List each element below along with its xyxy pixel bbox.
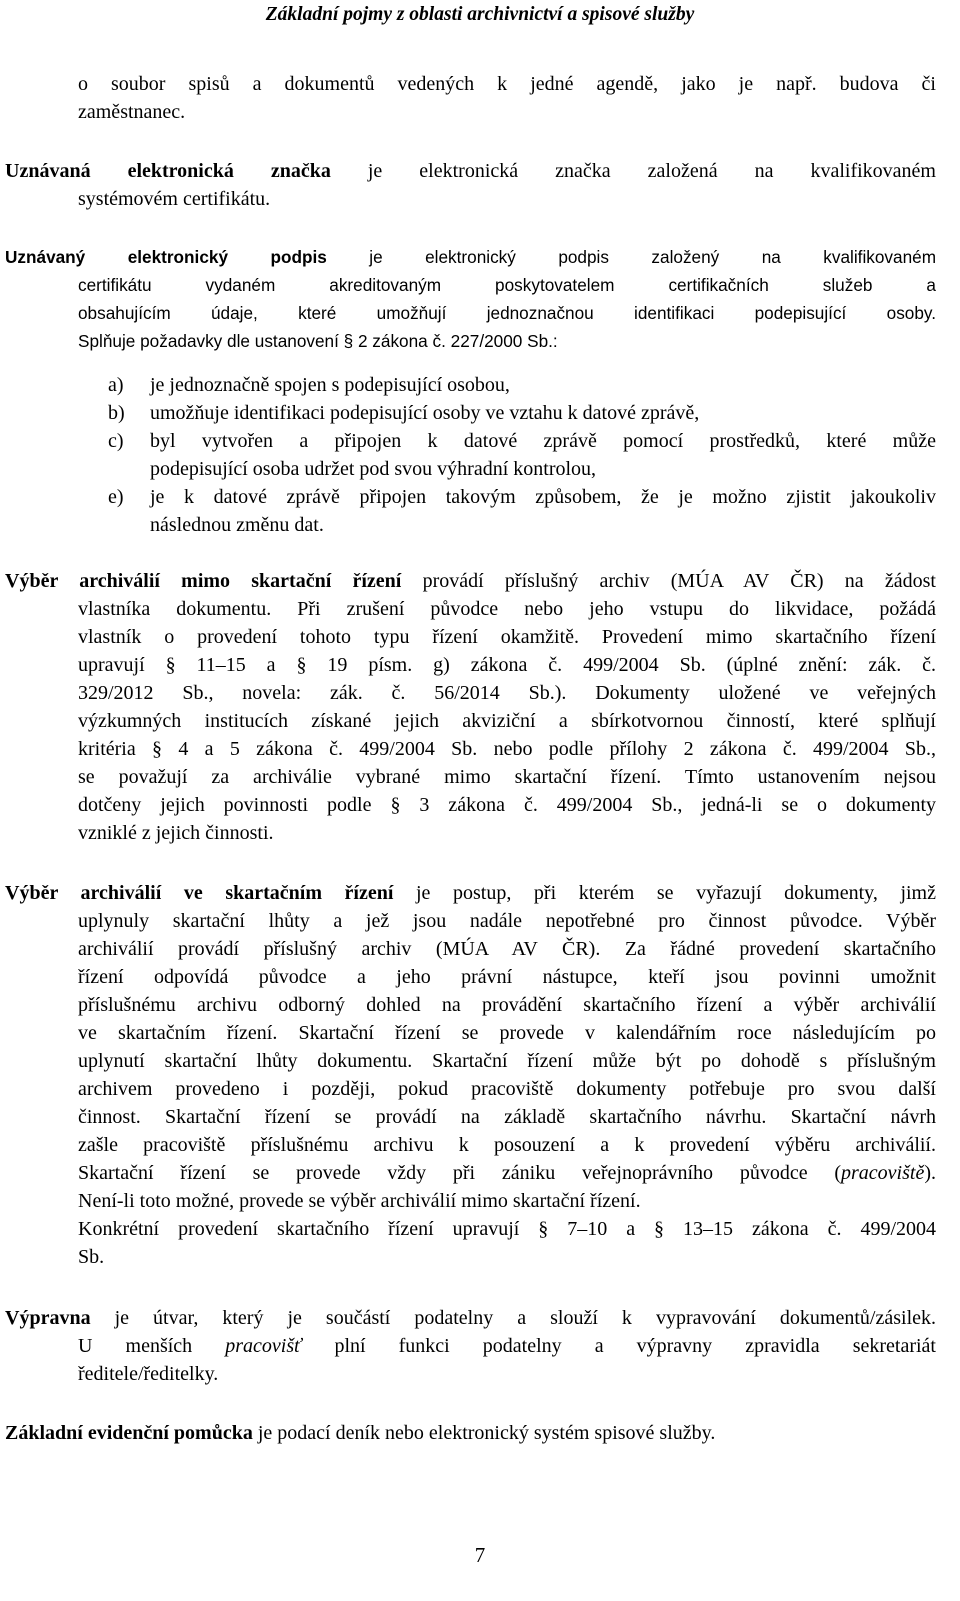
list-item-text: umožňuje identifikaci podepisující osoby ve vztahu k datové zprávě, — [150, 402, 700, 424]
text-line: Výběr archiválií mimo skartační řízení provádí příslušný archiv (MÚA AV ČR) na žádost — [5, 570, 936, 592]
text-line: vlastník o provedení tohoto typu řízení okamžitě. Provedení mimo skartačního řízení — [78, 626, 936, 648]
text-line: systémovém certifikátu. — [78, 188, 271, 210]
list-item-text: byl vytvořen a připojen k datové zprávě pomocí prostředků, které může — [150, 430, 936, 452]
page-header: Základní pojmy z oblasti archivnictví a spisové služby — [265, 4, 695, 25]
text-line: Splňuje požadavky dle ustanovení § 2 zákona č. 227/2000 Sb.: — [78, 331, 558, 351]
text-line: vlastníka dokumentu. Při zrušení původce nebo jeho vstupu do likvidace, požádá — [78, 598, 936, 620]
text-line: řízení odpovídá původce a jeho právní nástupce, kteří jsou povinni umožnit — [78, 966, 936, 988]
list-item-text: je k datové zprávě připojen takovým způsobem, že je možno zjistit jakoukoliv — [150, 486, 936, 508]
emphasis: pracovišť — [225, 1335, 302, 1357]
text-line: o soubor spisů a dokumentů vedených k jedné agendě, jako je např. budova či — [78, 73, 936, 95]
text-line: Uznávaná elektronická značka je elektronická značka založená na kvalifikovaném — [5, 160, 936, 182]
text-line: certifikátu vydaném akreditovaným poskytovatelem certifikačních služeb a — [78, 275, 936, 295]
list-item-label: c) — [108, 430, 124, 452]
list-item-text: je jednoznačně spojen s podepisující osobou, — [150, 374, 510, 396]
list-item-label: e) — [108, 486, 124, 508]
text-line: Sb. — [78, 1246, 105, 1268]
text-line: Výběr archiválií ve skartačním řízení je postup, při kterém se vyřazují dokumenty, jimž — [5, 882, 936, 904]
term-heading: Uznávaný elektronický podpis — [5, 247, 327, 267]
text-line: obsahujícím údaje, které umožňují jednoznačnou identifikaci podepisující osoby. — [78, 303, 936, 323]
text-line: dotčeny jejich povinnosti podle § 3 zákona č. 499/2004 Sb., jedná-li se o dokumenty — [78, 794, 936, 816]
text-line: výzkumných institucích získané jejich akviziční a sbírkotvornou činností, které splňují — [78, 710, 936, 732]
text-line: Uznávaný elektronický podpis je elektronický podpis založený na kvalifikovaném — [5, 247, 937, 267]
text-line: 329/2012 Sb., novela: zák. č. 56/2014 Sb.). Dokumenty uložené ve veřejných — [78, 682, 936, 704]
page-number: 7 — [474, 1543, 486, 1567]
text-line: uplynuly skartační lhůty a jež jsou nadále nepotřebné pro činnost původce. Výběr — [78, 910, 936, 932]
list-item-text: podepisující osoba udržet pod svou výhradní kontrolou, — [150, 458, 597, 480]
term-heading: Výběr archiválií ve skartačním řízení — [5, 882, 394, 904]
text-line: zaměstnanec. — [78, 101, 186, 123]
text-line: příslušnému archivu odborný dohled na provádění skartačního řízení a výběr archiválií — [78, 994, 936, 1016]
text-line: se považují za archiválie vybrané mimo skartační řízení. Tímto ustanovením nejsou — [78, 766, 936, 788]
text-line: Skartační řízení se provede vždy při zániku veřejnoprávního původce (pracoviště). — [78, 1162, 936, 1184]
text-line: činnost. Skartační řízení se provádí na základě skartačního návrhu. Skartační návrh — [78, 1106, 936, 1128]
text-line: uplynutí skartační lhůty dokumentu. Skartační řízení může být po dohodě s příslušným — [78, 1050, 936, 1072]
text-line: Konkrétní provedení skartačního řízení upravují § 7–10 a § 13–15 zákona č. 499/2004 — [78, 1218, 936, 1240]
term-heading: Základní evidenční pomůcka — [5, 1422, 253, 1444]
list-item-label: a) — [108, 374, 124, 396]
list-item-text: následnou změnu dat. — [150, 514, 324, 536]
text-line: Není-li toto možné, provede se výběr archiválií mimo skartační řízení. — [78, 1190, 641, 1212]
text-line: upravují § 11–15 a § 19 písm. g) zákona č. 499/2004 Sb. (úplné znění: zák. č. — [78, 654, 936, 676]
text-line: archiválií provádí příslušný archiv (MÚA AV ČR). Za řádné provedení skartačního — [78, 938, 936, 960]
list-item-label: b) — [108, 402, 125, 424]
term-heading: Výběr archiválií mimo skartační řízení — [5, 570, 402, 592]
text-line: vzniklé z jejich činnosti. — [78, 822, 274, 844]
text-line: kritéria § 4 a 5 zákona č. 499/2004 Sb. nebo podle přílohy 2 zákona č. 499/2004 Sb., — [78, 738, 936, 760]
text-line: U menších pracovišť plní funkci podatelny a výpravny zpravidla sekretariát — [78, 1335, 936, 1357]
text-line: ředitele/ředitelky. — [78, 1363, 219, 1385]
text-line: Výpravna je útvar, který je součástí podatelny a slouží k vypravování dokumentů/zásilek. — [5, 1307, 936, 1329]
text-line: archivem provedeno i později, pokud pracoviště dokumenty potřebuje pro svou další — [78, 1078, 936, 1100]
text-line: Základní evidenční pomůcka je podací deník nebo elektronický systém spisové služby. — [5, 1422, 716, 1444]
text-line: ve skartačním řízení. Skartační řízení se provede v kalendářním roce následujícím po — [78, 1022, 936, 1044]
emphasis: pracoviště — [841, 1162, 925, 1184]
term-heading: Výpravna — [5, 1307, 91, 1329]
term-heading: Uznávaná elektronická značka — [5, 160, 331, 182]
text-line: zašle pracoviště příslušnému archivu k posouzení a k provedení výběru archiválií. — [78, 1134, 936, 1156]
